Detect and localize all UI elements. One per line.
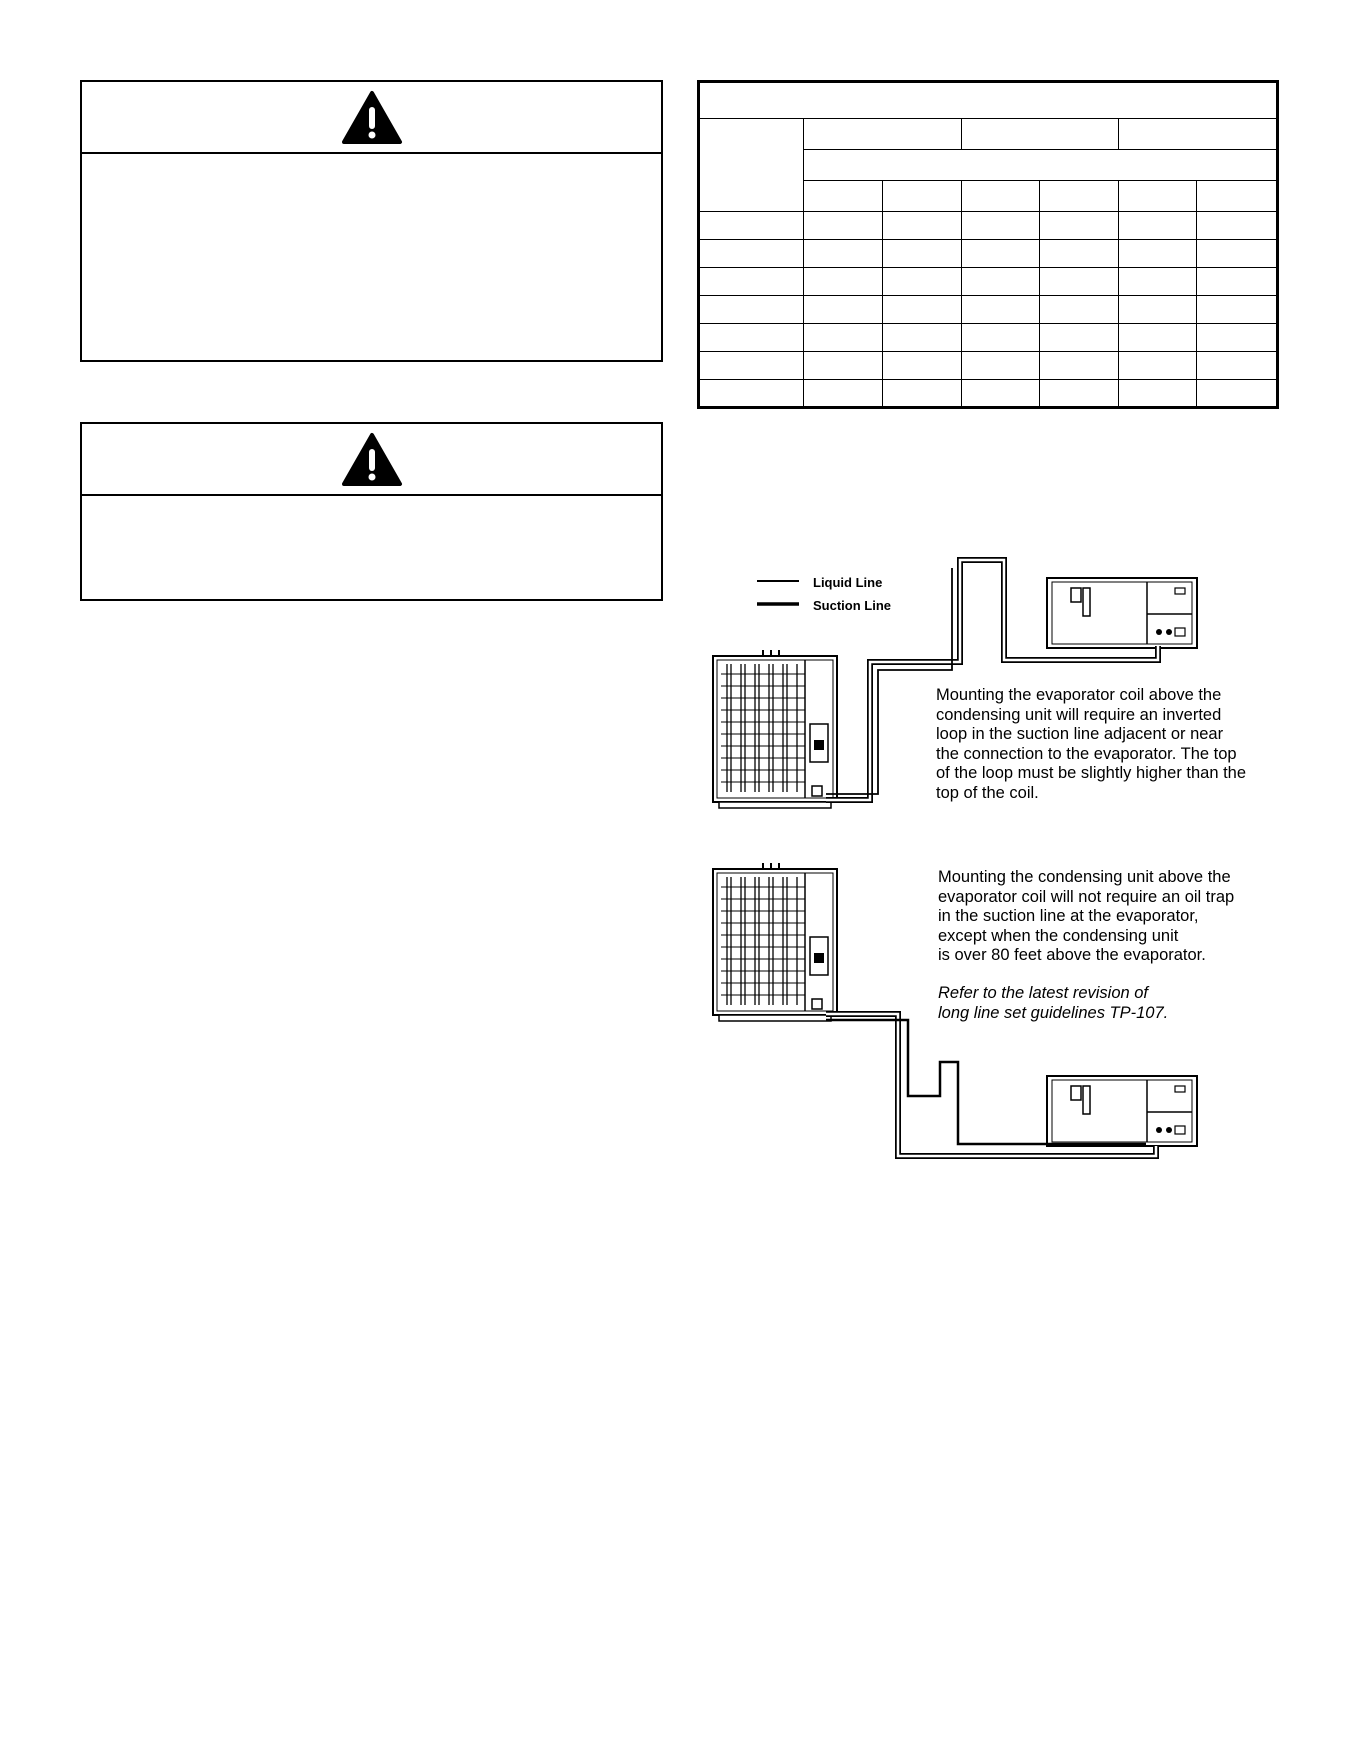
condensing-unit-top bbox=[713, 650, 837, 808]
caption-condenser-above: Mounting the condensing unit above the evaporator coil will not require an oil trap in the suction line at the evaporator, except when the condensing unit is over 80 feet above the evaporator. bbox=[938, 868, 1235, 964]
legend-suction-line-label: Suction Line bbox=[813, 598, 891, 613]
condensing-unit-bottom bbox=[713, 863, 837, 1021]
caption-reference: Refer to the latest revision of long line set guidelines TP-107. bbox=[938, 984, 1169, 1022]
legend-liquid-line-label: Liquid Line bbox=[813, 575, 883, 590]
caption-evaporator-above: Mounting the evaporator coil above the condensing unit will require an inverted loop in the suction line adjacent or near the connection to the evaporator. The top of the loop must be slightly higher than the top of the coil. bbox=[936, 686, 1247, 802]
evaporator-coil-bottom bbox=[1047, 1076, 1197, 1146]
evaporator-coil-top bbox=[1047, 578, 1197, 648]
